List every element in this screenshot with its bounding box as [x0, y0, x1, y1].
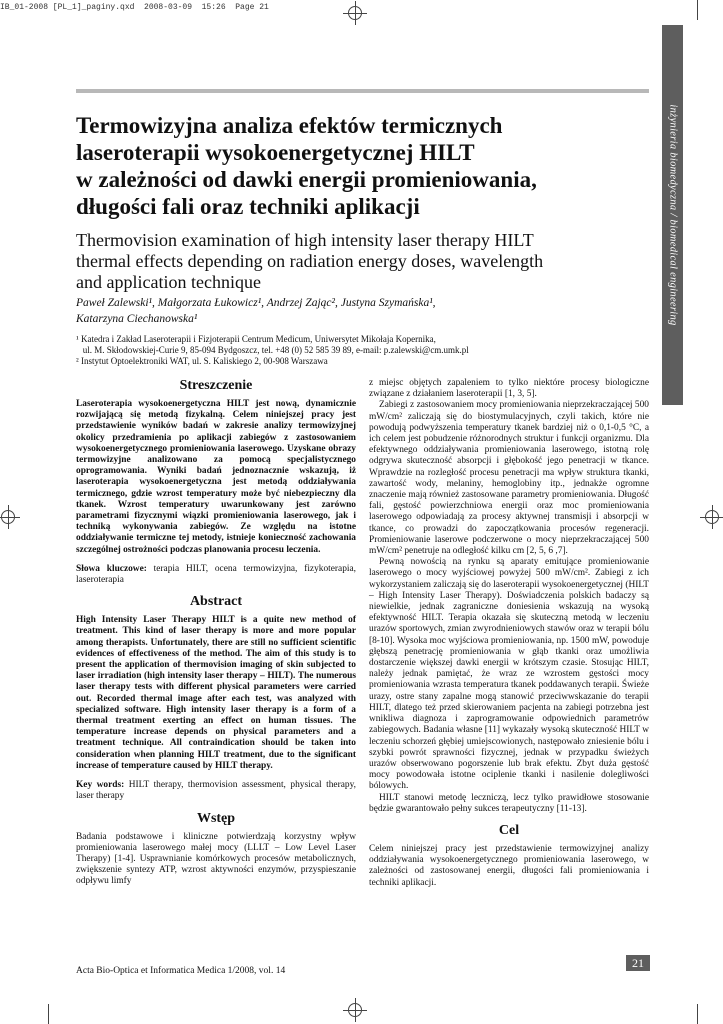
title-en-line: and application technique [76, 272, 261, 292]
author-list [76, 295, 646, 327]
keywords-text: terapia HILT, ocena termowizyjna, fizykoterapia, laseroterapia [76, 563, 356, 586]
author-line: Katarzyna Ciechanowska¹ [76, 313, 198, 325]
body-paragraph: HILT stanowi metodę leczniczą, lecz tylko prawidłowe stosowanie będzie gwarantowało pełny sukces terapeutyczny [11-13]. [369, 792, 649, 814]
sidebar-label: inżynieria biomedyczna / biomedical engineering [667, 104, 678, 326]
keywords-text: HILT therapy, thermovision assessment, physical therapy, laser therapy [76, 780, 356, 802]
right-column [369, 378, 649, 889]
affiliation-line: ul. M. Skłodowskiej-Curie 9, 85-094 Bydgoszcz, tel. +48 (0) 52 585 39 89, e-mail: p.zalewski@cm.umk.pl [76, 345, 469, 355]
title-pl-line: w zależności od dawki energii promieniowania, [76, 167, 537, 192]
wstep-body: Badania podstawowe i kliniczne potwierdzają korzystny wpływ promieniowania laserowego małej mocy (LLLT – Low Level Laser Therapy) [1-4]. Usprawnianie komórkowych procesów metabolicznych, zwiększenie syntezy ATP, wzrost aktywności enzymów, przyspieszanie odpływu limfy [76, 831, 356, 887]
trim-line-left-bottom [48, 1004, 49, 1024]
cel-heading: Cel [498, 822, 520, 838]
registration-mark-top-icon [343, 1, 367, 25]
streszczenie-body: Laseroterapia wysokoenergetyczna HILT jest nową, dynamicznie rozwijającą się metodą fizykalną. Celem niniejszej pracy jest przedstawienie wyników badań w zakresie analizy termowizyjnej okolicy przedramienia po aplikacji zabiegów z zastosowaniem wysokoenergetycznego promieniowania laserowego. Uzyskane obrazy termowizyjne analizowano za pomocą specjalistycznego oprogramowania. Wyniki badań jednoznacznie wskazują, iż laseroterapia wysokoenergetyczna jest metodą oddziaływania termicznego, gdzie wzrost temperatury może być niebezpieczny dla tkanek. Wzrost temperatury uwarunkowany jest zarówno parametrami fizycznymi wiązki promieniowania laserowego, jak i techniką wykonywania zabiegów. Ze względu na istotne oddziaływanie termiczne tej metody, istnieje konieczność zachowania szczególnej ostrożności podczas planowania procesu leczenia. [76, 399, 356, 555]
title-pl-line: długości fali oraz techniki aplikacji [76, 194, 420, 219]
registration-mark-right-icon [700, 505, 723, 529]
affiliation-line: ¹ Katedra i Zakład Laseroterapii i Fizjoterapii Centrum Medicum, Uniwersytet Mikołaja Kopernika, [76, 334, 436, 344]
affiliations [76, 334, 646, 367]
header-rule [76, 89, 649, 93]
author-line: Paweł Zalewski¹, Małgorzata Łukowicz¹, Andrzej Zając², Justyna Szymańska¹, [76, 297, 436, 309]
streszczenie-keywords [76, 564, 356, 586]
journal-footer: Acta Bio-Optica et Informatica Medica 1/2008, vol. 14 [76, 966, 286, 976]
section-sidebar [662, 25, 683, 405]
keywords-label: Key words: [76, 780, 125, 791]
body-paragraph: Zabiegi z zastosowaniem mocy promieniowania nieprzekraczającej 500 mW/cm² zaliczają się do biostymulacyjnych, czyli takich, które nie powodują podwyższenia temperatury tkanek bardziej niż o 0,1-0,5 °C, a ich celem jest pobudzenie różnorodnych struktur i funkcji organizmu. Dla efektywnego oddziaływania promieniowania laserowego, istotną rolę odgrywa skuteczność absorpcji i głębokość jego penetracji w tkance. Wprawdzie na rozległość procesu penetracji ma wpływ struktura tkanki, zawartość wody, melaniny, hemoglobiny itp., jednakże ogromne znaczenie mają również zastosowane parametry promieniowania. Długość fali, gęstość powierzchniowa energii oraz moc promieniowania laserowego odpowiadają za procesy aktywnej transmisji i absorpcji w tkance, co prowadzi do zapoczątkowania procesów regeneracji. Promieniowanie laserowe podczerwone o mocy nieprzekraczającej 500 mW/cm² penetruje na odległość kilku cm [2, 5, 6 ,7]. [369, 400, 649, 557]
print-slug: IB_01-2008 [PL_1]_paginy.qxd 2008-03-09 15:26 Page 21 [0, 3, 269, 12]
cel-body: Celem niniejszej pracy jest przedstawienie termowizyjnej analizy oddziaływania wysokoenergetycznego promieniowania laserowego, w zależności od zastosowanej energii, długości fali promieniowania i techniki aplikacji. [369, 843, 649, 888]
title-pl-line: Termowizyjna analiza efektów termicznych [76, 113, 503, 138]
body-paragraph: z miejsc objętych zapaleniem to tylko niektóre procesy biologiczne związane z działaniem laseroterapii [1, 3, 5]. [369, 378, 649, 400]
trim-line-right [697, 0, 698, 20]
keywords-label: Słowa kluczowe: [76, 563, 147, 574]
title-pl-line: laseroterapii wysokoenergetycznej HILT [76, 140, 475, 165]
wstep-heading: Wstęp [196, 810, 236, 826]
title-en-line: Thermovision examination of high intensity laser therapy HILT [76, 230, 534, 250]
registration-mark-left-icon [0, 505, 20, 529]
affiliation-line: ² Instytut Optoelektroniki WAT, ul. S. Kaliskiego 2, 00-908 Warszawa [76, 356, 328, 366]
title-en-line: thermal effects depending on radiation energy doses, wavelength [76, 251, 544, 271]
title-english [76, 230, 646, 293]
title-polish [76, 112, 646, 220]
left-column [76, 378, 356, 888]
body-paragraph: Pewną nowością na rynku są aparaty emitujące promieniowanie laserowego o mocy wyjściowej powyżej 500 mW/cm². Zabiegi z ich wykorzystaniem zaliczają się do laseroterapii wysokoenergetycznej (HILT – High Intensity Laser Therapy). Doświadczenia polskich badaczy są niewielkie, jednak zagraniczne doniesienia wskazują na wysoką efektywność HILT. Terapia okazała się skuteczną metodą w leczeniu urazów sportowych, zmian zwyrodnieniowych stawów oraz w terapii bólu [8-10]. Wysoka moc wyjściowa promieniowania, np. 1500 mW, powoduje głębszą penetrację promieniowania w głąb tkanki oraz umożliwia dostarczenie większej dawki energii w krótszym czasie. Stosując HILT, należy jednak pamiętać, że wraz ze wzrostem gęstości mocy promieniowania wzrasta temperatura tkanek poddawanych terapii. Świeże urazy, ostre stany zapalne mogą stanowić przeciwwskazanie do terapii HILT, dlatego też przed skierowaniem pacjenta na zabiegi potrzebna jest wnikliwa diagnoza i zaprogramowanie odpowiednich parametrów zabiegowych. Badania własne [11] wykazały wysoką skuteczność HILT w leczeniu schorzeń głębiej umiejscowionych, następowało zniesienie bólu i szybki powrót sprawności fizycznej, jednak w przypadku świeżych urazów obserwowano pogorszenie lub brak efektu. Zbyt duża gęstość mocy powodowała istotne ociplenie tkanki i nasilenie dolegliwości bólowych. [369, 557, 649, 792]
trim-line-right-bottom [697, 1004, 698, 1024]
streszczenie-heading: Streszczenie [179, 378, 253, 393]
abstract-heading: Abstract [189, 594, 243, 610]
abstract-body: High Intensity Laser Therapy HILT is a quite new method of treatment. This kind of laser therapy is more and more popular among therapists. Unfortunately, there are still no sufficient scientific evidences of effectiveness of the method. The aim of this study is to present the application of thermovision imaging of skin subjected to laser irradiation (high intensity laser therapy – HILT). The numerous laser therapy tests with different physical parameters were carried out. Recorded thermal image after each test, was analyzed with specialized software. High intensity laser therapy is a form of a thermal treatment exerting an effect on human tissues. The temperature increase depends on physical parameters and a treatment technique. All contraindication should be taken into consideration when planning HILT treatment, due to the significant increase of temperature caused by HILT therapy. [76, 615, 356, 771]
registration-mark-bottom-icon [343, 998, 367, 1022]
abstract-keywords [76, 780, 356, 802]
page-number: 21 [626, 955, 650, 971]
